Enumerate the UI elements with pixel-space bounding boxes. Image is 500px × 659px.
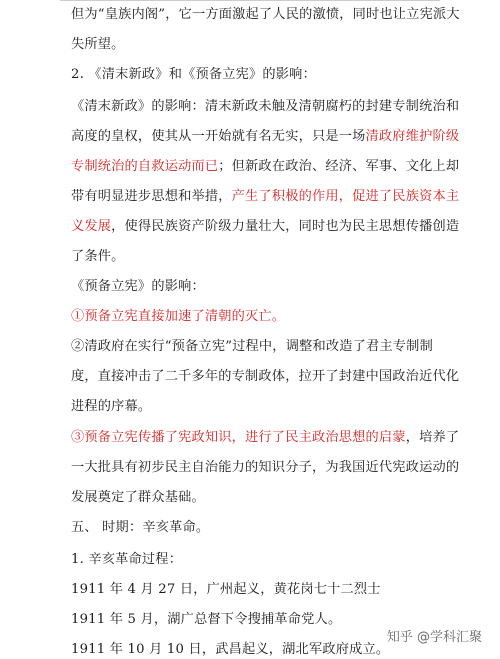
text-run: 2. 《清末新政》和《预备立宪》的影响： [71, 67, 316, 82]
text-line-8 [71, 218, 460, 236]
section-heading-2 [71, 66, 431, 84]
text-line-2 [71, 36, 431, 54]
text-run: 《清末新政》的影响：清末新政未触及清朝腐朽的封建专制统治和 [71, 99, 460, 114]
text-line-21 [71, 611, 431, 629]
text-run: 一大批具有初步民主自治能力的知识分子，为我国近代宪政运动的 [71, 460, 460, 475]
watermark: 知乎 @学科汇聚 [386, 630, 482, 645]
text-run: 度，直接冲击了二千多年的专制政体，拉开了封建中国政治近代化 [71, 369, 460, 384]
text-run: 《预备立宪》的影响： [71, 279, 205, 294]
text-run: 失所望。 [71, 37, 125, 52]
text-line-16 [71, 459, 460, 477]
highlighted-text: ③预备立宪传播了宪政知识，进行了民主政治思想的启蒙 [71, 430, 406, 445]
highlighted-text: 专制统治的自救运动而已 [71, 159, 219, 174]
text-line-5 [71, 128, 460, 146]
text-run: 高度的皇权，使其从一开始就有名无实，只是一场 [71, 129, 366, 144]
text-line-17 [71, 489, 431, 507]
text-line-20 [71, 581, 431, 599]
text-run: ②清政府在实行“预备立宪”过程中，调整和改造了君主专制制 [71, 339, 433, 354]
text-line-12 [71, 338, 431, 356]
subsection-heading [71, 278, 431, 296]
text-line-15 [71, 429, 460, 447]
text-line-13 [71, 368, 460, 386]
text-run: 发展奠定了群众基础。 [71, 490, 205, 505]
highlighted-text: ①预备立宪直接加速了清朝的灭亡。 [71, 309, 286, 324]
highlighted-text: 清政府维护阶级 [365, 129, 460, 144]
text-line-19 [71, 551, 431, 569]
text-line-6 [71, 158, 460, 176]
section-heading-5 [71, 519, 431, 537]
text-run: 1. 辛亥革命过程： [71, 552, 183, 567]
text-line-9 [71, 248, 431, 266]
text-run: 1911 年 4 月 27 日，广州起义，黄花岗七十二烈士 [71, 582, 381, 597]
text-line-7 [71, 188, 460, 206]
text-line-22 [71, 641, 431, 659]
text-line-11 [71, 308, 431, 326]
text-run: 1911 年 5 月，湖广总督下令搜捕革命党人。 [71, 612, 342, 627]
text-run: 带有明显进步思想和举措， [71, 189, 232, 204]
highlighted-text: 产生了积极的作用，促进了民族资本主 [231, 189, 460, 204]
text-run: 五、 时期：辛亥革命。 [71, 520, 210, 535]
text-run: ，使得民族资产阶级力量壮大，同时也为民主思想传播创造 [111, 219, 460, 234]
text-run: ；但新政在政治、经济、军事、文化上却 [218, 159, 460, 174]
text-line-4 [71, 98, 460, 116]
text-run: 进程的序幕。 [71, 399, 152, 414]
text-run: 但为“皇族内阁”，它一方面激起了人民的激愤，同时也让立宪派大 [71, 7, 460, 22]
text-run: 1911 年 10 月 10 日，武昌起义，湖北军政府成立。 [71, 642, 390, 657]
highlighted-text: 义发展 [71, 219, 112, 234]
text-run: 了条件。 [71, 249, 125, 264]
top-rule [60, 0, 440, 1]
text-run: ，培养了 [405, 430, 460, 445]
text-line-14 [71, 398, 431, 416]
text-line-1 [71, 6, 460, 24]
